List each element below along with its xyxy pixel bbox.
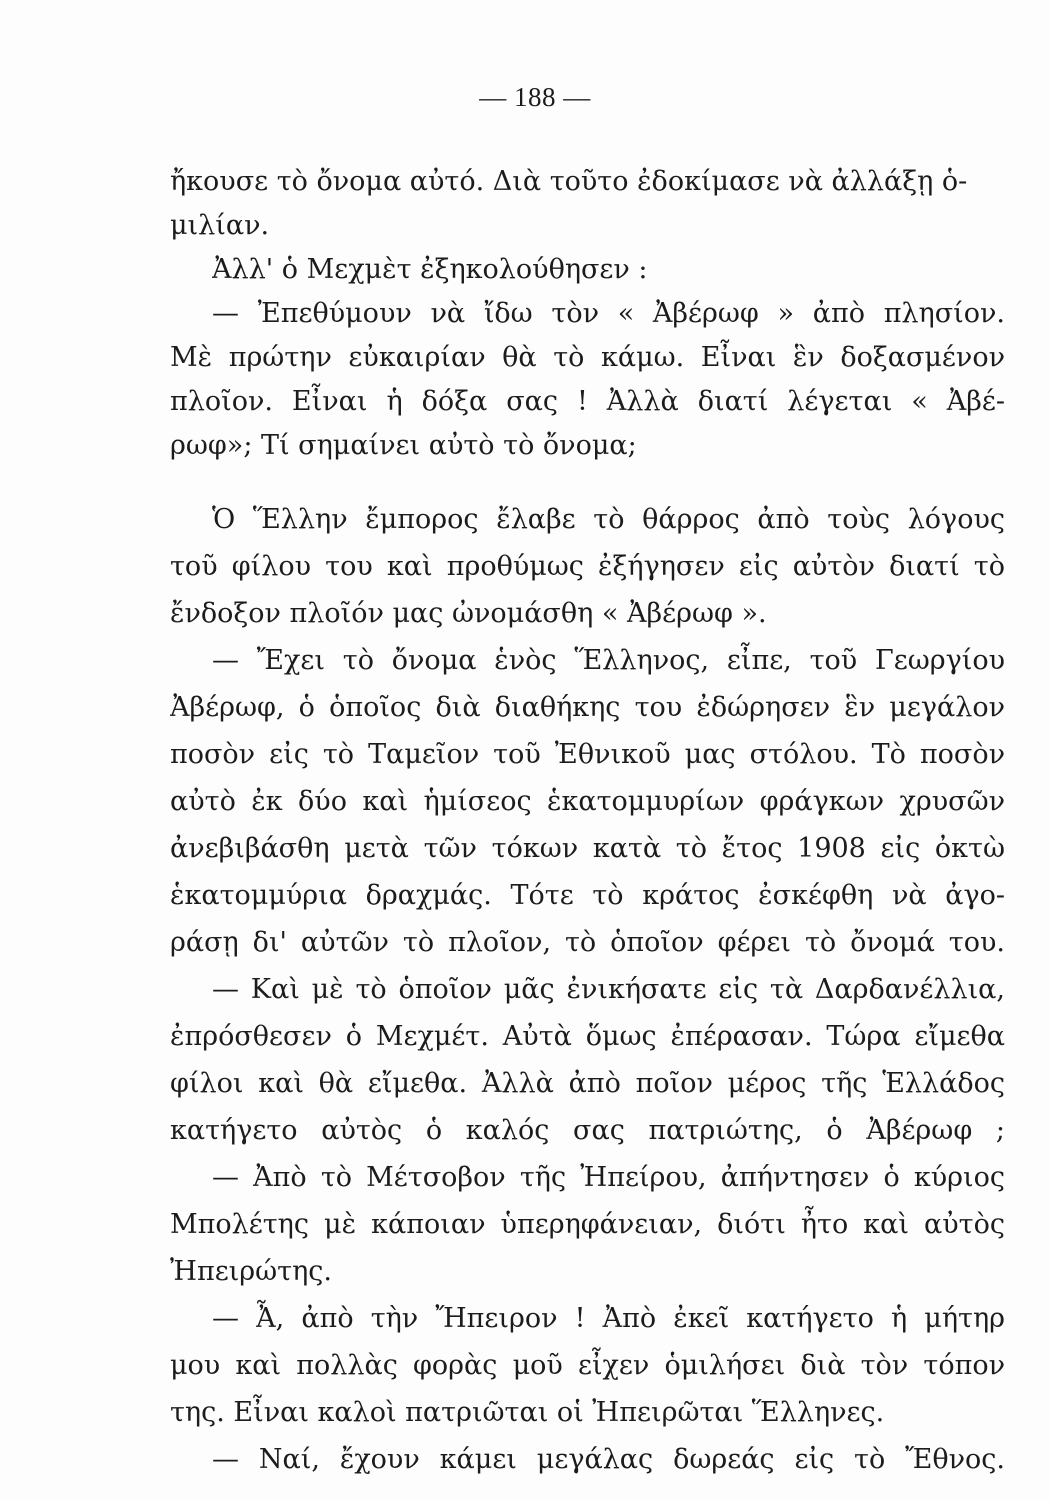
text-line: πλοῖον. Εἶναι ἡ δόξα σας ! Ἀλλὰ διατί λέγεται « Ἀβέ-: [170, 386, 1005, 417]
text-line: Ἀβέρωφ, ὁ ὁποῖος διὰ διαθήκης του ἐδώρησεν ἓν μεγάλον: [170, 692, 1005, 723]
text-line: ρωφ»; Τί σημαίνει αὐτὸ τὸ ὄνομα;: [170, 430, 637, 461]
text-line: — Ἆ, ἀπὸ τὴν Ἤπειρον ! Ἀπὸ ἐκεῖ κατήγετο ἡ μήτηρ: [212, 1303, 1005, 1334]
text-line: της. Εἶναι καλοὶ πατριῶται οἱ Ἠπειρῶται Ἕλληνες.: [170, 1397, 885, 1428]
text-line: ἀνεβιβάσθη μετὰ τῶν τόκων κατὰ τὸ ἔτος 1908 εἰς ὀκτὼ: [170, 833, 1005, 864]
text-line: Μπολέτης μὲ κάποιαν ὑπερηφάνειαν, διότι ἦτο καὶ αὐτὸς: [170, 1209, 1005, 1240]
text-line: Μὲ πρώτην εὐκαιρίαν θὰ τὸ κάμω. Εἶναι ἓν δοξασμένον: [170, 342, 1005, 373]
text-line: Ἀλλ' ὁ Μεχμὲτ ἐξηκολούθησεν :: [212, 254, 648, 285]
text-line: ἐπρόσθεσεν ὁ Μεχμέτ. Αὐτὰ ὅμως ἐπέρασαν. Τώρα εἴμεθα: [170, 1021, 1005, 1052]
text-line: — Καὶ μὲ τὸ ὁποῖον μᾶς ἐνικήσατε εἰς τὰ Δαρδανέλλια,: [212, 974, 1005, 1005]
text-line: μιλίαν.: [170, 210, 270, 241]
text-line: ἔνδοξον πλοῖόν μας ὠνομάσθη « Ἀβέρωφ ».: [170, 598, 767, 629]
text-line: ράσῃ δι' αὐτῶν τὸ πλοῖον, τὸ ὁποῖον φέρει τὸ ὄνομά του.: [170, 927, 1005, 958]
text-line: τοῦ φίλου του καὶ προθύμως ἐξήγησεν εἰς αὐτὸν διατί τὸ: [170, 551, 1005, 582]
text-line: ποσὸν εἰς τὸ Ταμεῖον τοῦ Ἐθνικοῦ μας στόλου. Τὸ ποσὸν: [170, 739, 1005, 770]
text-line: — Ἀπὸ τὸ Μέτσοβον τῆς Ἠπείρου, ἀπήντησεν ὁ κύριος: [212, 1162, 1005, 1193]
text-line: ἤκουσε τὸ ὄνομα αὐτό. Διὰ τοῦτο ἐδοκίμασε νὰ ἀλλάξῃ ὁ-: [170, 166, 968, 197]
text-line: αὐτὸ ἐκ δύο καὶ ἡμίσεος ἑκατομμυρίων φράγκων χρυσῶν: [170, 786, 1005, 817]
text-line: Ὁ Ἕλλην ἔμπορος ἔλαβε τὸ θάρρος ἀπὸ τοὺς λόγους: [212, 504, 1005, 535]
text-line: Ἠπειρώτης.: [170, 1256, 332, 1287]
text-line: μου καὶ πολλὰς φορὰς μοῦ εἶχεν ὁμιλήσει διὰ τὸν τόπον: [170, 1350, 1005, 1381]
page-number: — 188 —: [479, 82, 591, 112]
text-line: — Ἐπεθύμουν νὰ ἴδω τὸν « Ἀβέρωφ » ἀπὸ πλησίον.: [212, 298, 1005, 329]
text-line: κατήγετο αὐτὸς ὁ καλός σας πατριώτης, ὁ Ἀβέρωφ ;: [170, 1115, 1005, 1146]
text-line: — Ναί, ἔχουν κάμει μεγάλας δωρεάς εἰς τὸ Ἔθνος.: [212, 1444, 1005, 1475]
text-line: φίλοι καὶ θὰ εἴμεθα. Ἀλλὰ ἀπὸ ποῖον μέρος τῆς Ἑλλάδος: [170, 1068, 1005, 1099]
text-line: — Ἔχει τὸ ὄνομα ἑνὸς Ἕλληνος, εἶπε, τοῦ Γεωργίου: [212, 645, 1005, 676]
text-line: ἑκατομμύρια δραχμάς. Τότε τὸ κράτος ἐσκέφθη νὰ ἀγο-: [170, 880, 1005, 911]
